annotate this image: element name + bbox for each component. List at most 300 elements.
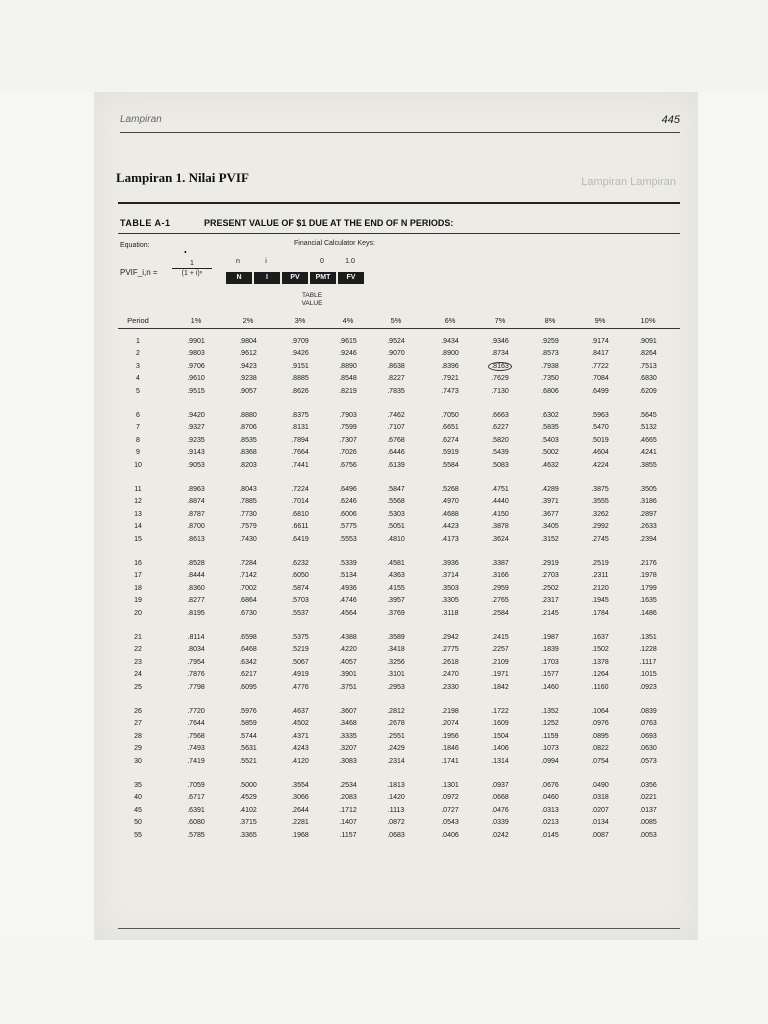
pvif-value-cell <box>278 338 322 345</box>
running-head-label: Lampiran <box>120 114 162 125</box>
pvif-value-cell <box>174 572 218 579</box>
value-text: .3262 <box>591 510 609 518</box>
pvif-value-cell <box>226 388 270 395</box>
value-text: .8219 <box>339 387 357 395</box>
period-cell: 22 <box>134 646 142 654</box>
pvif-value-cell <box>578 758 622 765</box>
pvif-value-cell <box>626 646 670 653</box>
value-text: .0053 <box>639 831 657 839</box>
value-text: .1945 <box>591 597 609 605</box>
pvif-value-cell <box>174 486 218 493</box>
value-text: .9174 <box>591 338 609 345</box>
value-text: .8787 <box>187 510 205 518</box>
value-text: .6663 <box>491 412 509 419</box>
pvif-value-cell <box>528 610 572 617</box>
value-text: .7903 <box>339 412 357 419</box>
pvif-value-cell <box>528 424 572 431</box>
pvif-value-cell <box>374 819 418 826</box>
pvif-value-cell <box>428 634 472 641</box>
value-text: .2330 <box>441 683 459 691</box>
value-text: .3714 <box>441 572 459 580</box>
value-text: .2897 <box>639 510 657 518</box>
pvif-value-cell <box>326 375 370 382</box>
pvif-value-cell <box>278 832 322 839</box>
value-text: .7002 <box>239 584 257 592</box>
pvif-value-cell <box>478 758 522 765</box>
pvif-value-cell <box>278 684 322 691</box>
pvif-value-cell <box>374 523 418 530</box>
value-text: .0145 <box>541 831 559 839</box>
pvif-value-cell <box>174 498 218 505</box>
pvif-value-cell <box>428 462 472 469</box>
pvif-value-cell <box>528 671 572 678</box>
pvif-value-cell <box>626 498 670 505</box>
value-text: .0923 <box>639 683 657 691</box>
pvif-value-cell <box>578 745 622 752</box>
pvif-value-cell <box>478 782 522 789</box>
value-text: .2145 <box>541 609 559 617</box>
calculator-keys-label: Financial Calculator Keys: <box>294 240 375 247</box>
pvif-value-cell <box>578 412 622 419</box>
pvif-value-cell <box>578 338 622 345</box>
value-text: .1846 <box>441 745 459 753</box>
pvif-value-cell <box>626 338 670 345</box>
pvif-value-cell <box>428 486 472 493</box>
pvif-value-cell <box>528 486 572 493</box>
pvif-value-cell <box>174 733 218 740</box>
value-text: .2176 <box>639 560 657 567</box>
value-text: .9803 <box>187 350 205 358</box>
value-text: .8700 <box>187 523 205 531</box>
value-text: .5303 <box>387 510 405 518</box>
value-text: .4776 <box>291 683 309 691</box>
value-text: .7568 <box>187 732 205 740</box>
pvif-value-cell <box>428 794 472 801</box>
pvif-value-cell <box>374 560 418 567</box>
value-text: .3365 <box>239 831 257 839</box>
pvif-value-cell <box>428 388 472 395</box>
value-text: .7284 <box>239 560 257 567</box>
value-text: .4688 <box>441 510 459 518</box>
pvif-value-cell <box>278 437 322 444</box>
value-text: .8417 <box>591 350 609 358</box>
pvif-value-cell <box>374 572 418 579</box>
value-text: .4604 <box>591 449 609 457</box>
pvif-value-cell <box>626 758 670 765</box>
pvif-value-cell <box>528 363 572 370</box>
value-text: .4289 <box>541 486 559 493</box>
pvif-value-cell <box>428 671 472 678</box>
pvif-value-cell <box>174 363 218 370</box>
pvif-value-cell <box>528 659 572 666</box>
pvif-value-cell <box>278 424 322 431</box>
pvif-value-cell <box>428 511 472 518</box>
pvif-value-cell <box>528 782 572 789</box>
pvif-value-cell <box>278 597 322 604</box>
pvif-value-cell <box>578 671 622 678</box>
value-text: .8368 <box>239 449 257 457</box>
value-text: .4936 <box>339 584 357 592</box>
pvif-value-cell <box>326 338 370 345</box>
value-text: .7473 <box>441 387 459 395</box>
pvif-value-cell <box>478 610 522 617</box>
value-text: .0356 <box>639 782 657 789</box>
pvif-value-cell <box>578 585 622 592</box>
period-cell: 25 <box>134 683 142 691</box>
pvif-value-cell <box>278 449 322 456</box>
value-text: .6217 <box>239 671 257 679</box>
pvif-value-cell <box>478 708 522 715</box>
period-cell: 29 <box>134 745 142 753</box>
pvif-value-cell <box>374 350 418 357</box>
pvif-value-cell <box>226 646 270 653</box>
value-text: .5339 <box>339 560 357 567</box>
value-text: .0937 <box>491 782 509 789</box>
value-text: .9434 <box>441 338 459 345</box>
pvif-value-cell <box>226 794 270 801</box>
pvif-value-cell <box>428 363 472 370</box>
value-text: .1842 <box>491 683 509 691</box>
pvif-value-cell <box>626 462 670 469</box>
pvif-value-cell <box>174 338 218 345</box>
pvif-value-cell <box>326 782 370 789</box>
value-text: .5439 <box>491 449 509 457</box>
pvif-value-cell <box>174 832 218 839</box>
pvif-value-cell <box>278 486 322 493</box>
value-text: .2429 <box>387 745 405 753</box>
pvif-value-cell <box>174 807 218 814</box>
value-text: .1577 <box>541 671 559 679</box>
value-text: .2644 <box>291 806 309 814</box>
pvif-value-cell <box>226 437 270 444</box>
value-text: .1406 <box>491 745 509 753</box>
pvif-value-cell <box>326 511 370 518</box>
value-text: .3936 <box>441 560 459 567</box>
period-cell: 4 <box>136 375 140 383</box>
value-text: .8874 <box>187 498 205 506</box>
pvif-value-cell <box>478 585 522 592</box>
value-text: .7876 <box>187 671 205 679</box>
value-text: .2109 <box>491 658 509 666</box>
period-cell: 14 <box>134 523 142 531</box>
value-text: .2703 <box>541 572 559 580</box>
value-text: .3607 <box>339 708 357 715</box>
pvif-value-cell <box>428 659 472 666</box>
pvif-value-cell <box>528 388 572 395</box>
pvif-value-cell <box>578 536 622 543</box>
value-text: .9151 <box>291 362 309 370</box>
value-text: .1264 <box>591 671 609 679</box>
value-text: .6806 <box>541 387 559 395</box>
value-text: .2415 <box>491 634 509 641</box>
document-page <box>94 92 698 940</box>
value-text: .6391 <box>187 806 205 814</box>
pvif-value-cell <box>278 659 322 666</box>
pvif-value-cell <box>226 684 270 691</box>
pvif-value-cell <box>326 363 370 370</box>
pvif-value-cell <box>578 350 622 357</box>
value-text: .7142 <box>239 572 257 580</box>
pvif-value-cell <box>578 708 622 715</box>
value-text: .9901 <box>187 338 205 345</box>
value-text: .0976 <box>591 720 609 728</box>
pvif-value-cell <box>374 671 418 678</box>
value-text: .2633 <box>639 523 657 531</box>
pvif-value-cell <box>578 659 622 666</box>
pvif-value-cell <box>478 819 522 826</box>
value-text: .3503 <box>441 584 459 592</box>
period-cell: 8 <box>136 436 140 444</box>
value-text: .7720 <box>187 708 205 715</box>
value-text: .9070 <box>387 350 405 358</box>
pvif-value-cell <box>578 437 622 444</box>
period-cell: 24 <box>134 671 142 679</box>
pvif-value-cell <box>278 350 322 357</box>
value-text: .2551 <box>387 732 405 740</box>
formula-denominator: (1 + i)ⁿ <box>181 270 203 277</box>
value-text: .4746 <box>339 597 357 605</box>
value-text: .1160 <box>591 683 609 691</box>
value-text: .7462 <box>387 412 405 419</box>
value-text: .0754 <box>591 757 609 765</box>
value-text: .8626 <box>291 387 309 395</box>
value-text: .3677 <box>541 510 559 518</box>
value-text: .8638 <box>387 362 405 370</box>
pvif-value-cell <box>478 511 522 518</box>
pvif-value-cell <box>528 758 572 765</box>
pvif-formula <box>172 260 212 277</box>
pvif-value-cell <box>326 659 370 666</box>
value-text: .8535 <box>239 436 257 444</box>
pvif-value-cell <box>374 412 418 419</box>
value-text: .0242 <box>491 831 509 839</box>
value-text: .9515 <box>187 387 205 395</box>
pvif-value-cell <box>428 375 472 382</box>
pvif-value-cell <box>578 720 622 727</box>
pvif-value-cell <box>374 646 418 653</box>
pvif-value-cell <box>226 758 270 765</box>
value-text: .0693 <box>639 732 657 740</box>
pvif-value-cell <box>174 720 218 727</box>
pvif-value-cell <box>528 794 572 801</box>
value-text: .4810 <box>387 535 405 543</box>
value-text: .4102 <box>239 806 257 814</box>
value-text: .6302 <box>541 412 559 419</box>
pvif-value-cell <box>626 363 670 370</box>
pvif-value-cell <box>478 338 522 345</box>
photo-background-top <box>0 0 768 92</box>
pvif-value-cell <box>278 462 322 469</box>
value-text: .1378 <box>591 658 609 666</box>
value-text: .5537 <box>291 609 309 617</box>
value-text: .4241 <box>639 449 657 457</box>
pvif-value-cell <box>626 720 670 727</box>
pvif-value-cell <box>528 449 572 456</box>
pvif-value-cell <box>478 634 522 641</box>
value-text: .4665 <box>639 436 657 444</box>
pvif-value-cell <box>478 523 522 530</box>
pvif-value-cell <box>626 449 670 456</box>
pvif-value-cell <box>528 684 572 691</box>
value-text: .8360 <box>187 584 205 592</box>
pvif-value-cell <box>226 412 270 419</box>
period-cell: 20 <box>134 609 142 617</box>
equation-label: Equation: <box>120 242 150 249</box>
pvif-value-cell <box>626 832 670 839</box>
value-text: .4363 <box>387 572 405 580</box>
value-text: .3335 <box>339 732 357 740</box>
pvif-value-cell <box>278 610 322 617</box>
value-text: .2502 <box>541 584 559 592</box>
pvif-value-cell <box>174 388 218 395</box>
pvif-value-cell <box>326 733 370 740</box>
value-text: .9612 <box>239 350 257 358</box>
value-text: .8114 <box>187 634 205 641</box>
pvif-value-cell <box>478 745 522 752</box>
value-text: .3505 <box>639 486 657 493</box>
value-text: .0221 <box>639 794 657 802</box>
period-cell: 45 <box>134 806 142 814</box>
pvif-value-cell <box>326 646 370 653</box>
value-text: .4751 <box>491 486 509 493</box>
period-cell: 15 <box>134 535 142 543</box>
value-text: .6756 <box>339 461 357 469</box>
pvif-value-cell <box>374 536 418 543</box>
formula-dot: • <box>184 248 187 257</box>
value-text: .0872 <box>387 819 405 827</box>
value-text: .7026 <box>339 449 357 457</box>
pvif-value-cell <box>578 560 622 567</box>
pvif-value-cell <box>626 684 670 691</box>
pvif-value-cell <box>528 832 572 839</box>
value-text: .1741 <box>441 757 459 765</box>
pvif-value-cell <box>478 659 522 666</box>
value-text: .4224 <box>591 461 609 469</box>
period-cell: 27 <box>134 720 142 728</box>
value-text: .3901 <box>339 671 357 679</box>
value-text: .7513 <box>639 362 657 370</box>
value-text: .9426 <box>291 350 309 358</box>
pvif-value-cell <box>174 350 218 357</box>
table-title-rule <box>118 233 680 234</box>
value-text: .3751 <box>339 683 357 691</box>
pvif-value-cell <box>278 807 322 814</box>
pvif-value-cell <box>528 523 572 530</box>
column-header: 1% <box>190 316 202 325</box>
pvif-value-cell <box>278 523 322 530</box>
pvif-value-cell <box>326 610 370 617</box>
value-text: .9053 <box>187 461 205 469</box>
value-text: .5000 <box>239 782 257 789</box>
formula-numerator: 1 <box>172 260 212 269</box>
value-text: .0490 <box>591 782 609 789</box>
pvif-value-cell <box>326 832 370 839</box>
pvif-value-cell <box>326 634 370 641</box>
value-text: .8444 <box>187 572 205 580</box>
pvif-value-cell <box>174 523 218 530</box>
key-value-pmt: 0 <box>320 258 324 265</box>
value-text: .1637 <box>591 634 609 641</box>
column-header: 10% <box>640 316 656 325</box>
value-text: .2765 <box>491 597 509 605</box>
value-text: .1252 <box>541 720 559 728</box>
pvif-value-cell <box>626 585 670 592</box>
pvif-value-cell <box>428 807 472 814</box>
pvif-value-cell <box>428 498 472 505</box>
pvif-value-cell <box>226 659 270 666</box>
chapter-title: Lampiran 1. Nilai PVIF <box>116 170 249 185</box>
pvif-value-cell <box>326 412 370 419</box>
pvif-value-cell <box>278 819 322 826</box>
pvif-value-cell <box>528 536 572 543</box>
value-text: .0134 <box>591 819 609 827</box>
pvif-value-cell <box>326 572 370 579</box>
pvif-value-cell <box>374 659 418 666</box>
pvif-value-cell <box>226 560 270 567</box>
pvif-value-cell <box>174 745 218 752</box>
pvif-value-cell <box>278 745 322 752</box>
pvif-value-cell <box>528 375 572 382</box>
value-text: .3152 <box>541 535 559 543</box>
pvif-value-cell <box>326 745 370 752</box>
pvif-value-cell <box>626 807 670 814</box>
value-text: .4502 <box>291 720 309 728</box>
pvif-value-cell <box>374 708 418 715</box>
pvif-value-cell <box>226 449 270 456</box>
value-text: .4155 <box>387 584 405 592</box>
value-text: .9238 <box>239 375 257 383</box>
table-bottom-rule <box>118 928 680 929</box>
pvif-value-cell <box>578 486 622 493</box>
column-header-rule <box>118 328 680 329</box>
value-text: .6598 <box>239 634 257 641</box>
value-text: .3624 <box>491 535 509 543</box>
pvif-value-cell <box>374 794 418 801</box>
pvif-value-cell <box>374 758 418 765</box>
pvif-value-cell <box>374 782 418 789</box>
pvif-value-cell <box>174 424 218 431</box>
value-text: .2812 <box>387 708 405 715</box>
value-text: .2317 <box>541 597 559 605</box>
value-text: .1301 <box>441 782 459 789</box>
pvif-value-cell <box>578 597 622 604</box>
pvif-value-cell <box>278 758 322 765</box>
pvif-value-cell <box>374 486 418 493</box>
period-cell: 12 <box>134 498 142 506</box>
pvif-value-cell <box>278 560 322 567</box>
value-text: .7419 <box>187 757 205 765</box>
pvif-value-cell <box>374 338 418 345</box>
pvif-value-cell <box>226 733 270 740</box>
pvif-value-cell <box>626 610 670 617</box>
value-text: .6730 <box>239 609 257 617</box>
pvif-value-cell <box>626 437 670 444</box>
value-text: .4637 <box>291 708 309 715</box>
table-label: TABLE A-1 <box>120 218 171 228</box>
pvif-value-cell <box>374 498 418 505</box>
pvif-value-cell <box>174 412 218 419</box>
period-cell: 3 <box>136 362 140 370</box>
value-text: .5134 <box>339 572 357 580</box>
pvif-value-cell <box>578 733 622 740</box>
value-text: .7130 <box>491 387 509 395</box>
value-text: .1987 <box>541 634 559 641</box>
pvif-value-cell <box>626 523 670 530</box>
value-text: .0668 <box>491 794 509 802</box>
pvif-value-cell <box>278 375 322 382</box>
value-text: .6830 <box>639 375 657 383</box>
pvif-value-cell <box>478 684 522 691</box>
